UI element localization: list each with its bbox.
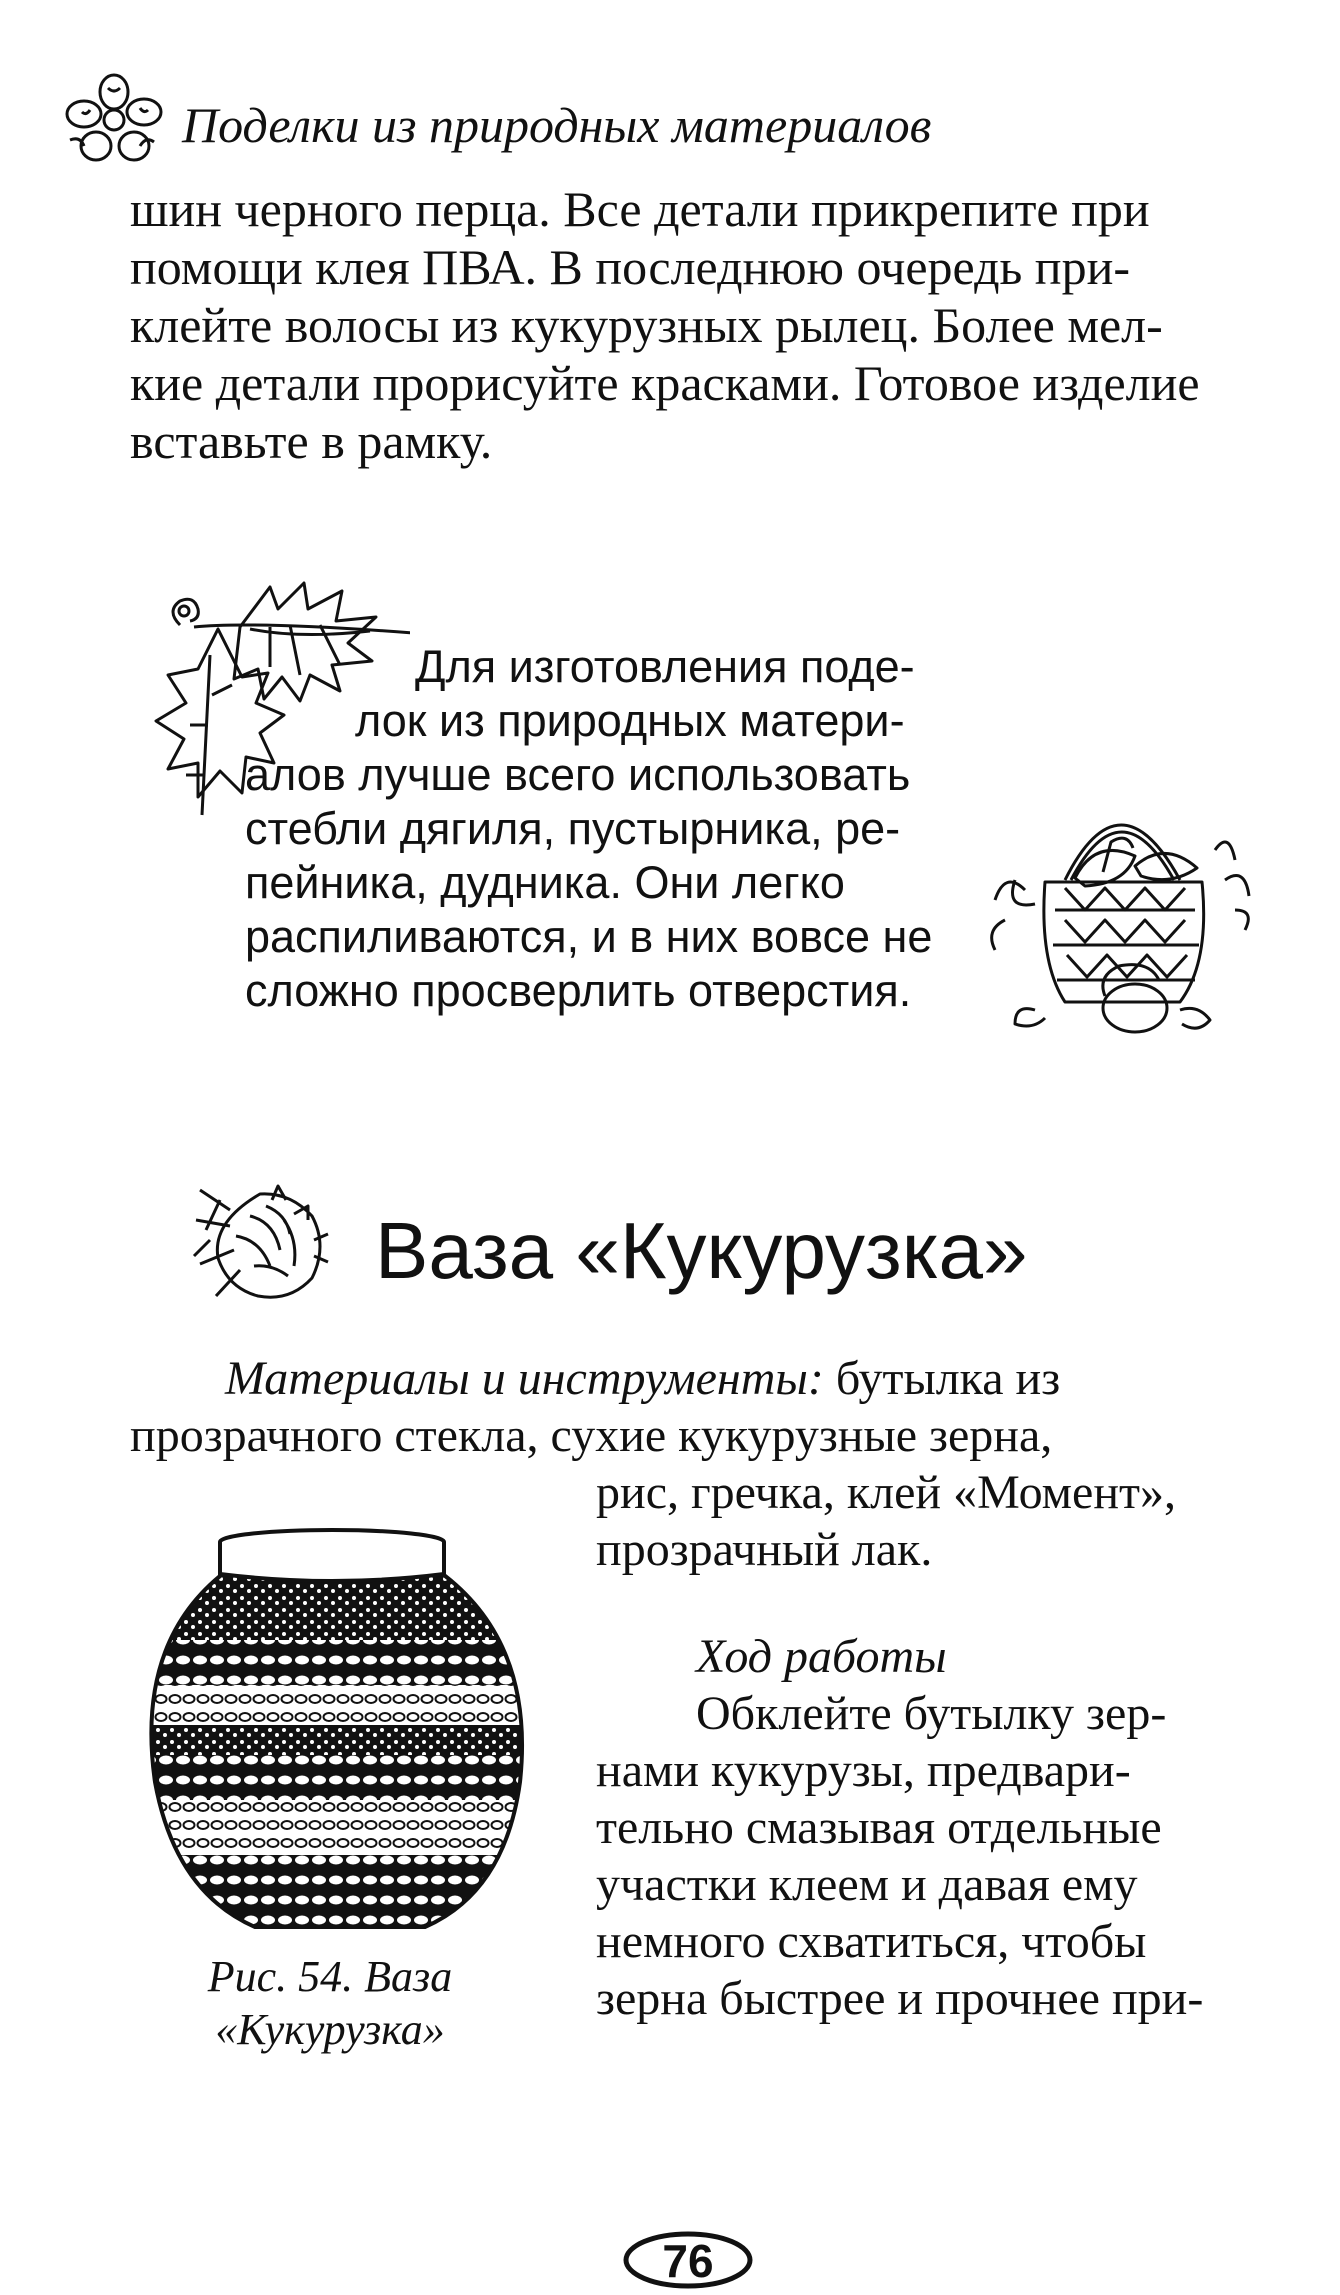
tip-line: распиливаются, и в них вовсе не (245, 911, 933, 962)
paragraph-line: помощи клея ПВА. В последнюю очередь при- (130, 239, 1130, 295)
paragraph-line: кие детали прорисуйте красками. Готовое изделие (130, 355, 1200, 411)
materials-line: рис, гречка, клей «Момент», (596, 1466, 1177, 1519)
caption-line: Рис. 54. Ваза (207, 1952, 453, 2001)
mushroom-basket-icon (985, 770, 1260, 1045)
running-header (62, 70, 1062, 170)
figure-caption (150, 1950, 510, 2056)
tip-line: лок из природных матери- (355, 695, 905, 746)
tip-line: Для изготовления поде- (415, 641, 915, 692)
procedure-line: немного схватиться, чтобы (596, 1915, 1147, 1968)
materials-line: прозрачного стекла, сухие кукурузные зерна, (130, 1409, 1053, 1462)
flower-icon (62, 70, 172, 170)
body-paragraph (130, 180, 1260, 470)
procedure-line: зерна быстрее и прочнее при- (596, 1972, 1204, 2025)
page-number-badge (622, 2230, 754, 2290)
materials-text: бутылка из (823, 1352, 1061, 1405)
procedure-line: нами кукурузы, предвари- (596, 1744, 1131, 1797)
tip-line: пейника, дудника. Они легко (245, 857, 845, 908)
corn-vase-icon (140, 1510, 530, 1940)
tip-line: сложно просверлить отверстия. (245, 965, 912, 1016)
materials-label: Материалы и инструменты: (225, 1352, 824, 1405)
procedure-line: участки клеем и давая ему (596, 1858, 1138, 1911)
section-title: Ваза «Кукурузка» (375, 1206, 1028, 1295)
materials-line: прозрачный лак. (596, 1523, 933, 1576)
procedure-heading: Ход работы (696, 1630, 947, 1683)
materials-line (130, 1350, 1260, 1407)
pine-cone-icon (190, 1170, 335, 1310)
running-header-title: Поделки из природных материалов (182, 97, 932, 153)
paragraph-line: клейте волосы из кукурузных рылец. Более мел- (130, 297, 1163, 353)
section-heading (190, 1165, 1090, 1305)
caption-line: «Кукурузка» (215, 2005, 445, 2054)
tip-line: алов лучше всего использовать (245, 749, 911, 800)
procedure (596, 1628, 1266, 2027)
page-number: 76 (662, 2235, 714, 2287)
tip-line: стебли дягиля, пустырника, ре- (245, 803, 901, 854)
paragraph-line: вставьте в рамку. (130, 413, 493, 469)
procedure-line: Обклейте бутылку зер- (696, 1687, 1167, 1740)
tip-text (245, 640, 945, 1018)
paragraph-line: шин черного перца. Все детали прикрепите при (130, 181, 1150, 237)
procedure-line: тельно смазывая отдельные (596, 1801, 1162, 1854)
